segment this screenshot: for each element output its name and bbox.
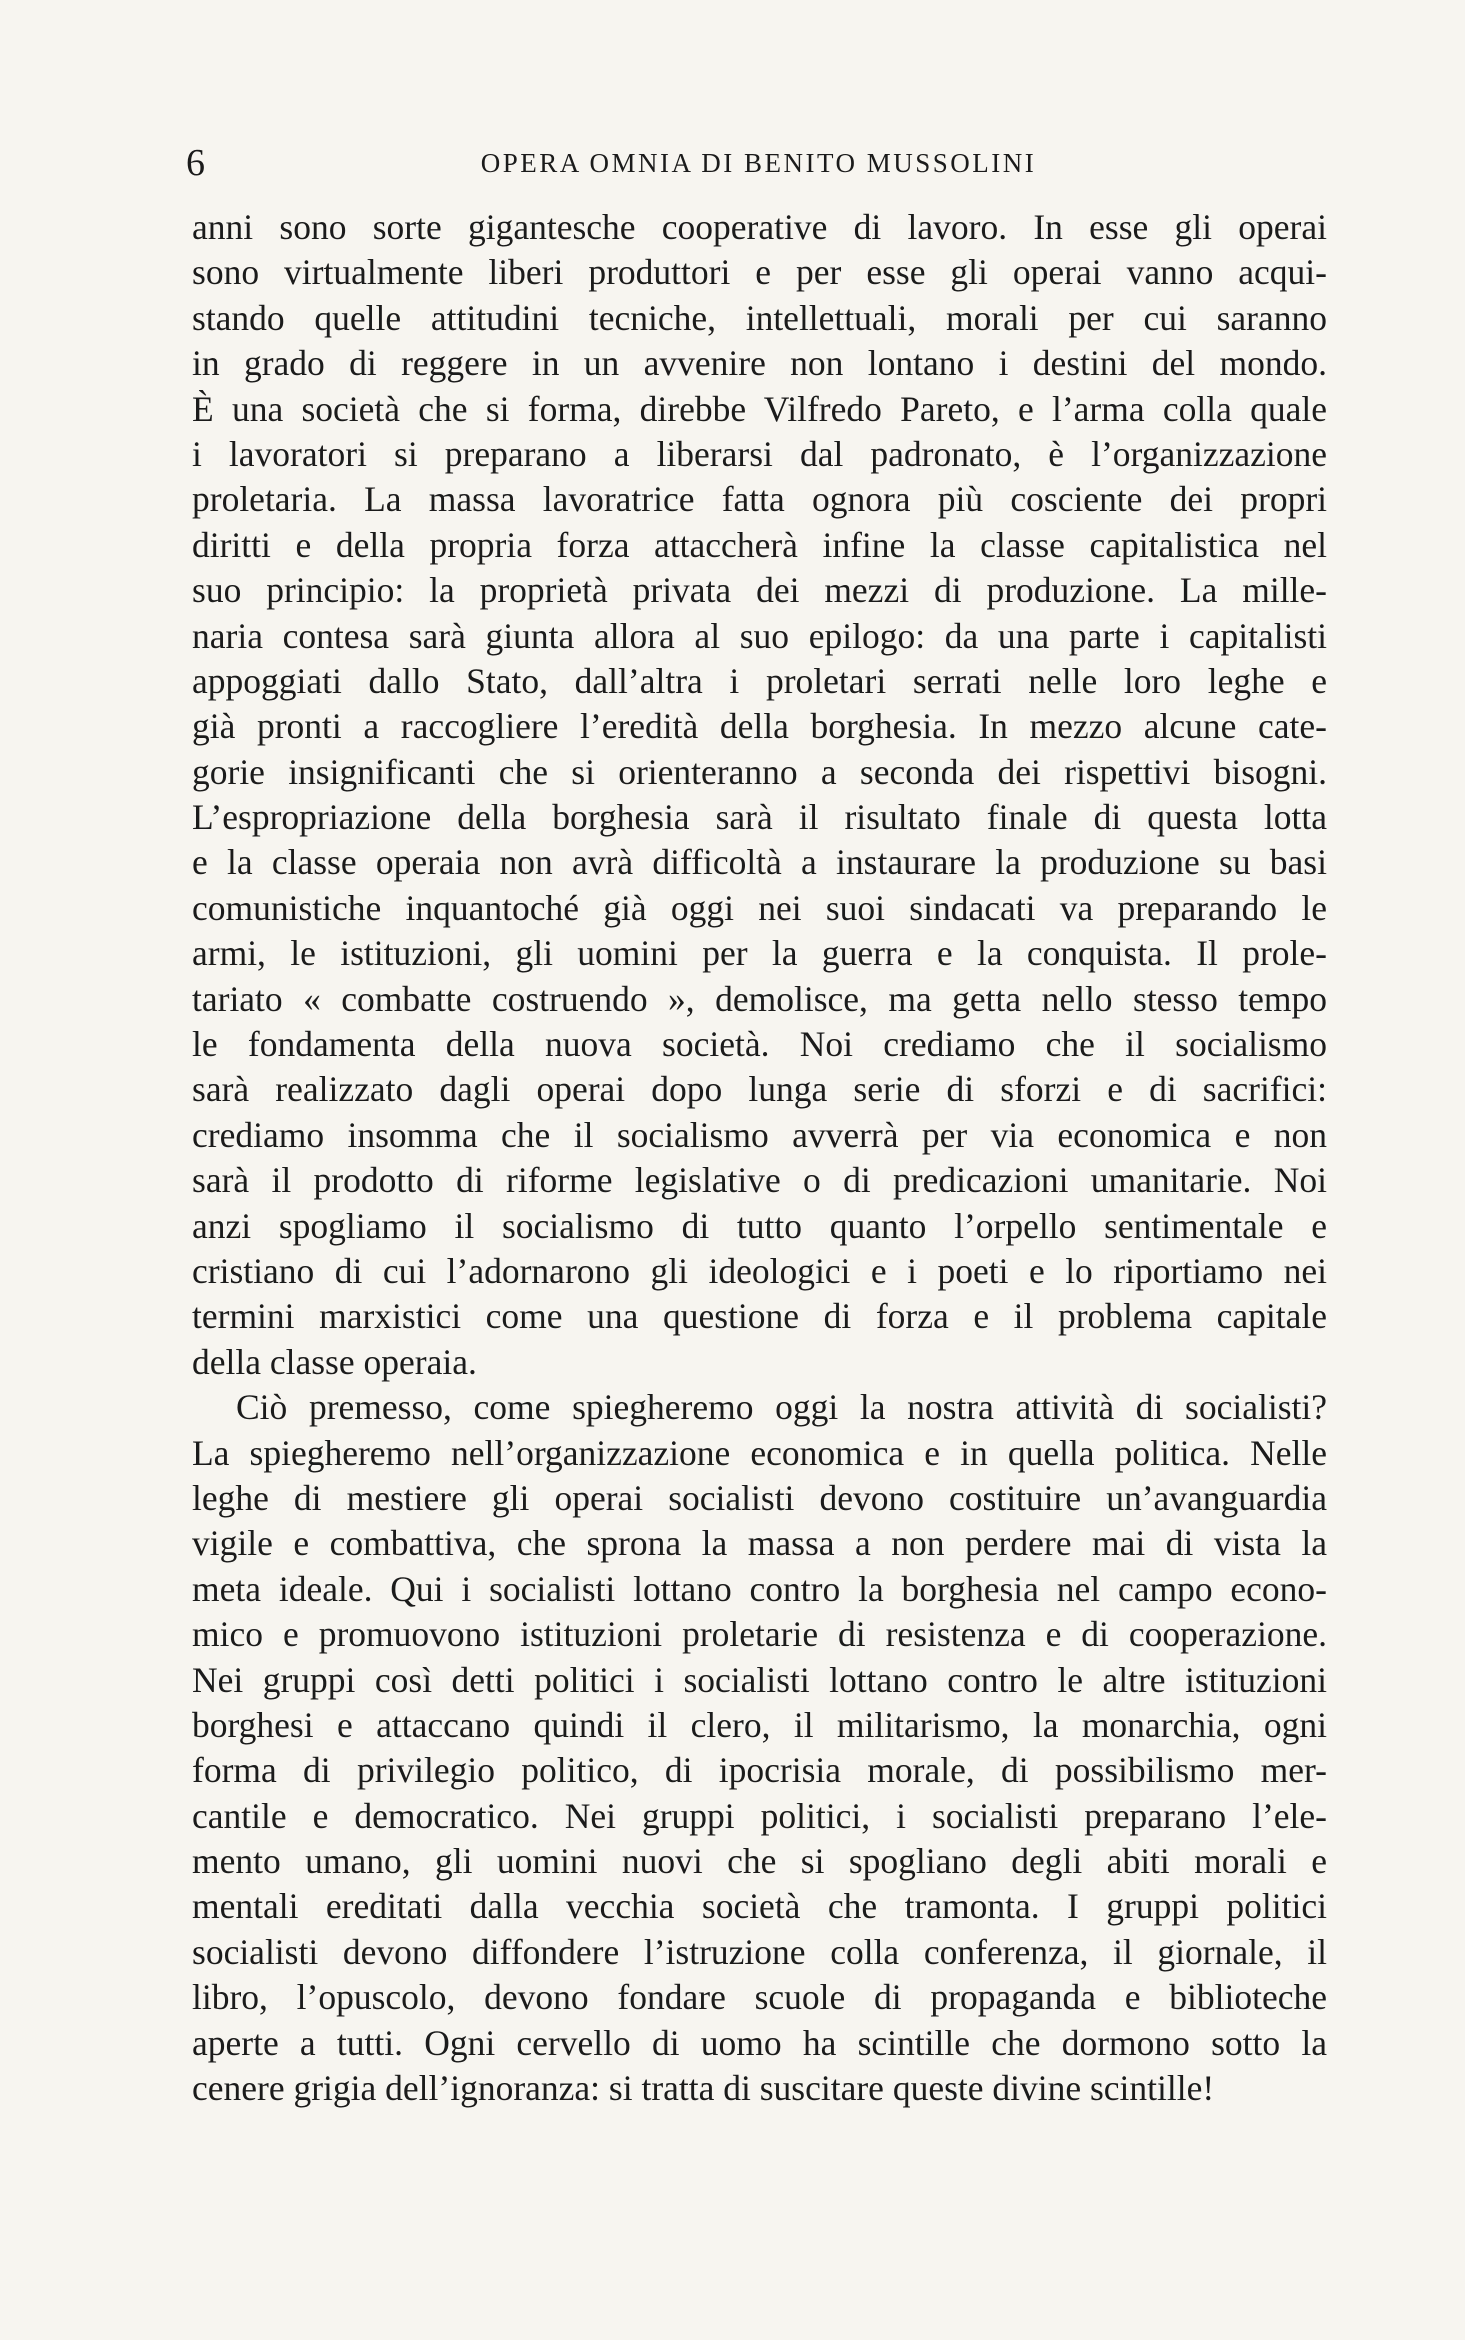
text-line: armi, le istituzioni, gli uomini per la guerra e la conquista. Il prole- — [192, 933, 1327, 974]
text-line: Ciò premesso, come spiegheremo oggi la nostra attività di socialisti? — [236, 1387, 1327, 1428]
text-line: libro, l’opuscolo, devono fondare scuole di propaganda e biblioteche — [192, 1977, 1327, 2018]
text-line: vigile e combattiva, che sprona la massa a non perdere mai di vista la — [192, 1523, 1327, 1564]
text-line: leghe di mestiere gli operai socialisti devono costituire un’avanguardia — [192, 1477, 1327, 1518]
text-line: in grado di reggere in un avvenire non lontano i destini del mondo. — [192, 343, 1327, 384]
text-line: socialisti devono diffondere l’istruzione colla conferenza, il giornale, il — [192, 1931, 1327, 1972]
text-line: cenere grigia dell’ignoranza: si tratta di suscitare queste divine scintille! — [192, 2068, 1215, 2109]
text-line: meta ideale. Qui i socialisti lottano contro la borghesia nel campo econo- — [192, 1568, 1327, 1609]
text-line: le fondamenta della nuova società. Noi crediamo che il socialismo — [192, 1024, 1327, 1065]
text-line: anzi spogliamo il socialismo di tutto quanto l’orpello sentimentale e — [192, 1205, 1327, 1246]
text-line: diritti e della propria forza attaccherà infine la classe capitalistica nel — [192, 524, 1327, 565]
text-line: naria contesa sarà giunta allora al suo epilogo: da una parte i capitalisti — [192, 615, 1327, 656]
text-line: anni sono sorte gigantesche cooperative di lavoro. In esse gli operai — [192, 207, 1327, 247]
text-line: È una società che si forma, direbbe Vilfredo Pareto, e l’arma colla quale — [192, 388, 1327, 429]
body-text — [192, 205, 1327, 2111]
text-line: appoggiati dallo Stato, dall’altra i proletari serrati nelle loro leghe e — [192, 660, 1327, 701]
page-header — [186, 138, 1331, 188]
running-head: OPERA OMNIA DI BENITO MUSSOLINI — [480, 148, 1037, 178]
text-line: La spiegheremo nell’organizzazione economica e in quella politica. Nelle — [192, 1432, 1327, 1473]
text-line: mico e promuovono istituzioni proletarie di resistenza e di cooperazione. — [192, 1614, 1327, 1655]
text-line: Nei gruppi così detti politici i socialisti lottano contro le altre istituzioni — [192, 1659, 1327, 1700]
text-line: L’espropriazione della borghesia sarà il risultato finale di questa lotta — [192, 797, 1327, 838]
text-line: sono virtualmente liberi produttori e per esse gli operai vanno acqui- — [192, 252, 1327, 293]
paragraph — [192, 205, 1327, 1385]
text-line: mentali ereditati dalla vecchia società che tramonta. I gruppi politici — [192, 1886, 1327, 1927]
text-line: borghesi e attaccano quindi il clero, il militarismo, la monarchia, ogni — [192, 1704, 1327, 1745]
text-line: cantile e democratico. Nei gruppi politici, i socialisti preparano l’ele- — [192, 1795, 1327, 1836]
text-line: tariato « combatte costruendo », demolisce, ma getta nello stesso tempo — [192, 978, 1327, 1019]
text-line: gorie insignificanti che si orienteranno a seconda dei rispettivi bisogni. — [192, 751, 1327, 792]
text-line: i lavoratori si preparano a liberarsi dal padronato, è l’organizzazione — [192, 433, 1327, 474]
page-number: 6 — [186, 142, 205, 184]
text-line: forma di privilegio politico, di ipocrisia morale, di possibilismo mer- — [192, 1750, 1327, 1791]
text-line: suo principio: la proprietà privata dei mezzi di produzione. La mille- — [192, 570, 1327, 611]
text-line: mento umano, gli uomini nuovi che si spogliano degli abiti morali e — [192, 1841, 1327, 1882]
text-line: sarà il prodotto di riforme legislative o di predicazioni umanitarie. Noi — [192, 1160, 1327, 1201]
text-line: aperte a tutti. Ogni cervello di uomo ha scintille che dormono sotto la — [192, 2022, 1327, 2063]
text-line: già pronti a raccogliere l’eredità della borghesia. In mezzo alcune cate- — [192, 706, 1327, 747]
text-line: proletaria. La massa lavoratrice fatta ognora più cosciente dei propri — [192, 479, 1327, 520]
text-line: crediamo insomma che il socialismo avverrà per via economica e non — [192, 1114, 1327, 1155]
text-line: e la classe operaia non avrà difficoltà a instaurare la produzione su basi — [192, 842, 1327, 883]
text-line: termini marxistici come una questione di forza e il problema capitale — [192, 1296, 1327, 1337]
text-line: comunistiche inquantoché già oggi nei suoi sindacati va preparando le — [192, 887, 1327, 928]
text-line: della classe operaia. — [192, 1341, 477, 1382]
text-line: cristiano di cui l’adornarono gli ideologici e i poeti e lo riportiamo nei — [192, 1250, 1327, 1291]
paragraph — [192, 1385, 1327, 2111]
text-line: stando quelle attitudini tecniche, intellettuali, morali per cui saranno — [192, 297, 1327, 338]
text-line: sarà realizzato dagli operai dopo lunga serie di sforzi e di sacrifici: — [192, 1069, 1327, 1110]
